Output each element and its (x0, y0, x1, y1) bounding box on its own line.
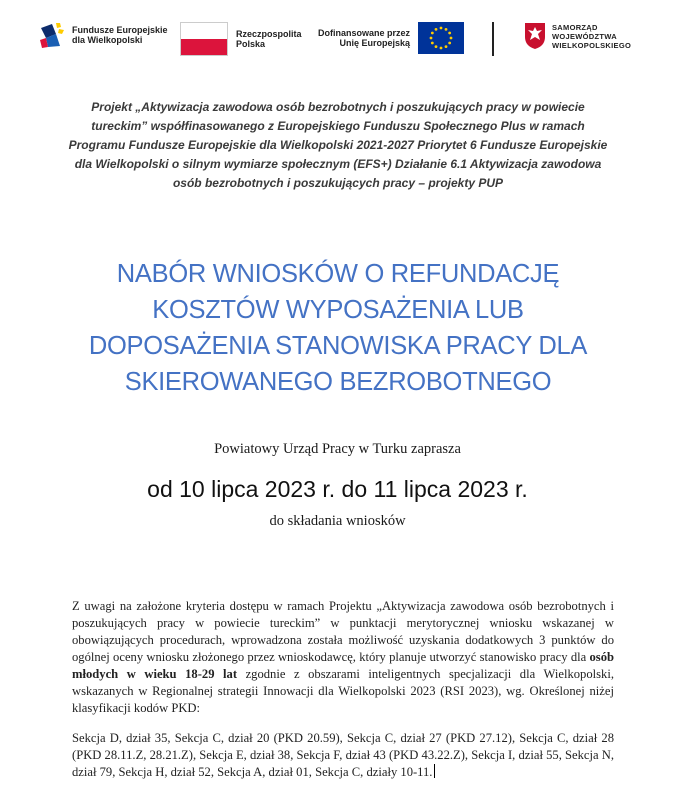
body-part-2: zgodnie z obszarami inteligentnych specjalizacji dla Wielkopolski, wskazanych w Regionalnej strategii Innowacji dla Wielkopolski 2023 (RSI 2023), wg. Określonej niżej klasyfikacji kodów PKD: (72, 667, 614, 715)
eu-star (445, 45, 448, 48)
eu-star (435, 45, 438, 48)
fe-logo-text: Fundusze Europejskie dla Wielkopolski (72, 25, 168, 45)
body-bold-age: osób młodych w wieku 18-29 lat (72, 650, 614, 681)
pkd-codes-paragraph[interactable] (72, 730, 614, 781)
eu-star (450, 37, 453, 40)
pkd-text: Sekcja D, dział 35, Sekcja C, dział 20 (PKD 20.59), Sekcja C, dział 27 (PKD 27.12), Sekcja C, dział 28 (PKD 28.11.Z, 28.21.Z), Sekcja E, dział 38, Sekcja F, dział 43 (PKD 43.22.Z), Sekcja I, dział 55, Sekcja N, dział 79, Sekcja H, dział 52, Sekcja A, dział 01, Sekcja C, działy 10-11. (72, 731, 614, 779)
sw-logo-text: SAMORZĄD WOJEWÓDZTWA WIELKOPOLSKIEGO (552, 22, 632, 50)
invite-text: Powiatowy Urząd Pracy w Turku zaprasza (214, 441, 461, 457)
fe-logo-icon (38, 20, 66, 50)
rp-logo (180, 22, 306, 56)
poland-flag-icon (180, 22, 228, 56)
submission-subtitle: do składania wniosków (269, 513, 406, 529)
eu-logo-text: Dofinansowane przez Unię Europejską (318, 28, 411, 48)
title-line-4: SKIEROWANEGO BEZROBOTNEGO (124, 368, 552, 396)
eu-star (430, 37, 433, 40)
eu-star (445, 28, 448, 31)
title-line-1: NABÓR WNIOSKÓW O REFUNDACJĘ (116, 260, 560, 288)
logo-separator (492, 22, 494, 56)
project-description: Projekt „Aktywizacja zawodowa osób bezrobotnych i poszukujących pracy w powiecie tureckim” współfinasowanego z Europejskiego Funduszu Społecznego Plus w ramach Programu Fundusze Europejskie dla Wielkopolski 2021-2027 Priorytet 6 Fundusze Europejskie dla Wielkopolski o silnym wymiarze społecznym (EFS+) Działanie 6.1 Aktywizacja zawodowa osób bezrobotnych i poszukujących pracy – projekty PUP (68, 100, 608, 190)
fe-logo (38, 20, 172, 50)
eagle-shield-icon (524, 22, 546, 50)
eu-star (440, 47, 443, 50)
sw-logo (524, 22, 642, 50)
body-part-1: Z uwagi na założone kryteria dostępu w ramach Projektu „Aktywizacja zawodowa osób bezrobotnych i poszukujących pracy w powiecie tureckim” w punktacji merytorycznej wniosku wskazanej w obowiązujących procedurach, wprowadzona została możliwość uzyskania dodatkowych 3 punktów do ogólnej oceny wniosku złożonego przez wnioskodawcę, który planuje utworzyć stanowisko pracy dla (72, 599, 614, 664)
eu-star (431, 42, 434, 45)
eu-logo (318, 22, 464, 54)
rp-logo-text: Rzeczpospolita Polska (236, 29, 302, 49)
eu-star (435, 28, 438, 31)
eu-star (440, 27, 443, 30)
eu-star (448, 42, 451, 45)
title-line-2: KOSZTÓW WYPOSAŻENIA LUB (152, 296, 524, 324)
logo-bar (0, 0, 675, 75)
eu-flag-icon (418, 22, 464, 54)
page-title (40, 256, 636, 400)
body-paragraph (72, 598, 614, 717)
date-range: od 10 lipca 2023 r. do 11 lipca 2023 r. (147, 476, 528, 502)
title-line-3: DOPOSAŻENIA STANOWISKA PRACY DLA (88, 332, 588, 360)
text-cursor (434, 764, 435, 778)
eu-star (431, 32, 434, 35)
eu-star (448, 32, 451, 35)
